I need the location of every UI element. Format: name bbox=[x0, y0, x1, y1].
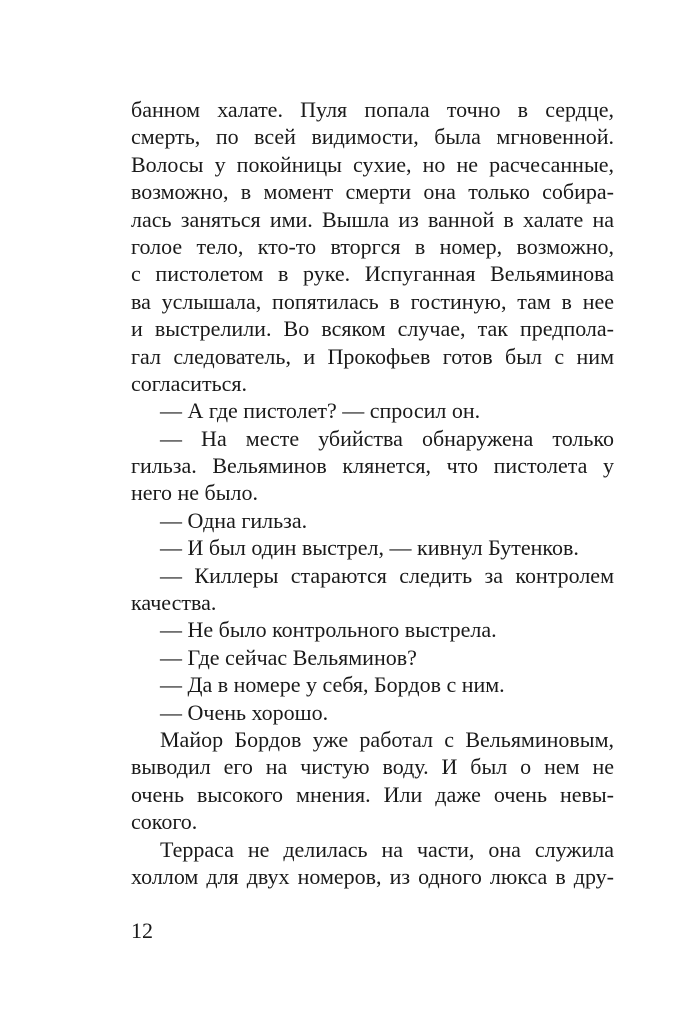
text-line: возможно, в момент смерти она только собира- bbox=[131, 179, 614, 205]
text-line: ва услышала, попятилась в гостиную, там в нее bbox=[131, 288, 614, 314]
page-number: 12 bbox=[131, 918, 153, 943]
text-line: банном халате. Пуля попала точно в сердце, bbox=[131, 97, 614, 122]
text-line: гал следователь, и Прокофьев готов был с ним bbox=[131, 343, 614, 369]
text-line: с пистолетом в руке. Испуганная Вельяминова bbox=[131, 261, 614, 287]
page-body-text bbox=[131, 96, 614, 890]
text-line: — Да в номере у себя, Бордов с ним. bbox=[160, 672, 505, 698]
text-line: голое тело, кто-то вторгся в номер, возможно, bbox=[131, 233, 614, 259]
text-line: — Киллеры стараются следить за контролем bbox=[160, 562, 614, 588]
text-line: него не было. bbox=[131, 480, 259, 506]
text-line: очень высокого мнения. Или даже очень невы- bbox=[131, 781, 614, 807]
text-line: — Где сейчас Вельяминов? bbox=[160, 644, 417, 670]
text-line: Майор Бордов уже работал с Вельяминовым, bbox=[160, 726, 614, 752]
text-line: — И был один выстрел, — кивнул Бутенков. bbox=[160, 535, 579, 561]
text-line: качества. bbox=[131, 590, 217, 616]
text-line: лась заняться ими. Вышла из ванной в халате на bbox=[131, 206, 614, 232]
text-line: — А где пистолет? — спросил он. bbox=[160, 398, 481, 424]
text-line: и выстрелили. Во всяком случае, так предпола- bbox=[131, 316, 614, 342]
text-line: сокого. bbox=[131, 809, 198, 835]
text-line: гильза. Вельяминов клянется, что пистолета у bbox=[131, 453, 614, 479]
text-line: выводил его на чистую воду. И был о нем не bbox=[131, 754, 614, 780]
text-line: смерть, по всей видимости, была мгновенной. bbox=[131, 124, 614, 150]
text-line: — Одна гильза. bbox=[160, 507, 308, 533]
text-line: — Очень хорошо. bbox=[160, 699, 329, 725]
text-line: согласиться. bbox=[131, 370, 247, 396]
text-line: холлом для двух номеров, из одного люкса в дру- bbox=[131, 863, 614, 889]
text-line: Терраса не делилась на части, она служила bbox=[160, 836, 614, 862]
text-line: — Не было контрольного выстрела. bbox=[160, 617, 497, 643]
text-line: Волосы у покойницы сухие, но не расчесанные, bbox=[131, 151, 614, 177]
text-line: — На месте убийства обнаружена только bbox=[160, 425, 614, 451]
